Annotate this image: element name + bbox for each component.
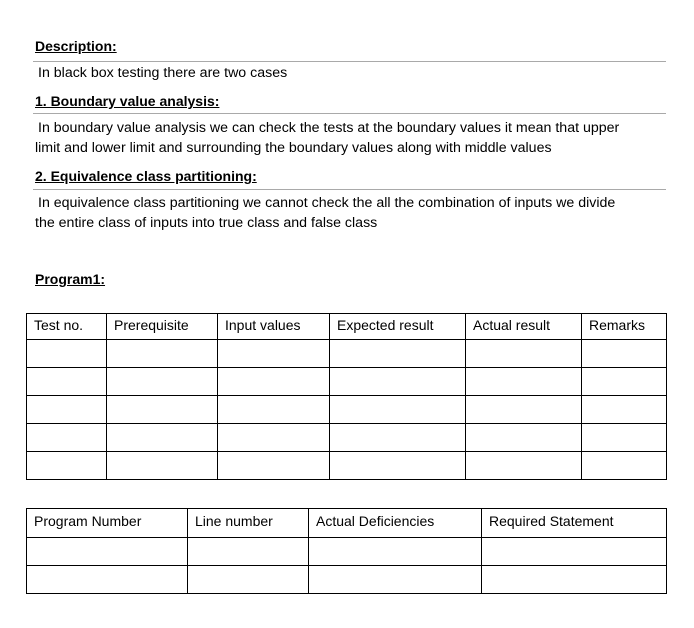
table-cell <box>27 566 188 594</box>
table-cell <box>466 396 582 424</box>
table-cell <box>27 424 107 452</box>
table-cell <box>330 340 466 368</box>
table-row <box>27 538 667 566</box>
table-cell <box>330 424 466 452</box>
boundary-line-2: limit and lower limit and surrounding the boundary values along with middle values <box>35 140 552 156</box>
table-cell <box>107 424 218 452</box>
table-cell <box>188 566 309 594</box>
table-cell <box>218 340 330 368</box>
description-text <box>35 63 660 83</box>
table-cell <box>107 396 218 424</box>
program-heading: Program1: <box>35 271 106 287</box>
table-cell <box>27 396 107 424</box>
divider-line <box>33 113 666 114</box>
table-cell <box>582 452 667 480</box>
header-cell: Actual Deficiencies <box>309 509 482 538</box>
boundary-heading: 1. Boundary value analysis: <box>35 93 220 109</box>
table-cell <box>330 452 466 480</box>
header-cell: Test no. <box>27 314 107 340</box>
deficiency-table <box>26 508 667 594</box>
table-cell <box>188 538 309 566</box>
table-cell <box>330 396 466 424</box>
header-cell: Prerequisite <box>107 314 218 340</box>
table-cell <box>582 340 667 368</box>
table-row <box>27 452 667 480</box>
table-cell <box>330 368 466 396</box>
table-cell <box>466 340 582 368</box>
table-cell <box>466 424 582 452</box>
table-cell <box>218 396 330 424</box>
table-cell <box>582 424 667 452</box>
table-cell <box>27 368 107 396</box>
table-cell <box>582 368 667 396</box>
equivalence-heading: 2. Equivalence class partitioning: <box>35 168 257 184</box>
table-cell <box>107 368 218 396</box>
divider-line <box>33 189 666 190</box>
equivalence-line-2: the entire class of inputs into true class and false class <box>35 215 378 231</box>
table-cell <box>27 538 188 566</box>
table-row <box>27 396 667 424</box>
table-row <box>27 424 667 452</box>
table-cell <box>482 566 667 594</box>
header-cell: Required Statement <box>482 509 667 538</box>
boundary-paragraph <box>35 118 660 158</box>
table-cell <box>309 566 482 594</box>
header-cell: Input values <box>218 314 330 340</box>
table-row <box>27 340 667 368</box>
header-cell: Actual result <box>466 314 582 340</box>
table-cell <box>466 368 582 396</box>
boundary-line-1: In boundary value analysis we can check the tests at the boundary values it mean that upper <box>38 120 620 136</box>
equivalence-line-1: In equivalence class partitioning we cannot check the all the combination of inputs we divide <box>38 195 616 211</box>
equivalence-paragraph <box>35 193 660 233</box>
table-cell <box>218 368 330 396</box>
description-line: In black box testing there are two cases <box>38 65 288 81</box>
table-header-row <box>27 509 667 538</box>
table-row <box>27 566 667 594</box>
header-cell: Expected result <box>330 314 466 340</box>
table-cell <box>107 340 218 368</box>
test-case-table <box>26 313 667 480</box>
header-cell: Program Number <box>27 509 188 538</box>
table-cell <box>218 424 330 452</box>
table-cell <box>582 396 667 424</box>
table-header-row <box>27 314 667 340</box>
table-row <box>27 368 667 396</box>
table-cell <box>309 538 482 566</box>
header-cell: Remarks <box>582 314 667 340</box>
description-heading: Description: <box>35 38 117 54</box>
table-cell <box>107 452 218 480</box>
table-cell <box>218 452 330 480</box>
table-cell <box>27 340 107 368</box>
table-cell <box>27 452 107 480</box>
header-cell: Line number <box>188 509 309 538</box>
divider-line <box>33 61 666 62</box>
table-cell <box>482 538 667 566</box>
table-cell <box>466 452 582 480</box>
